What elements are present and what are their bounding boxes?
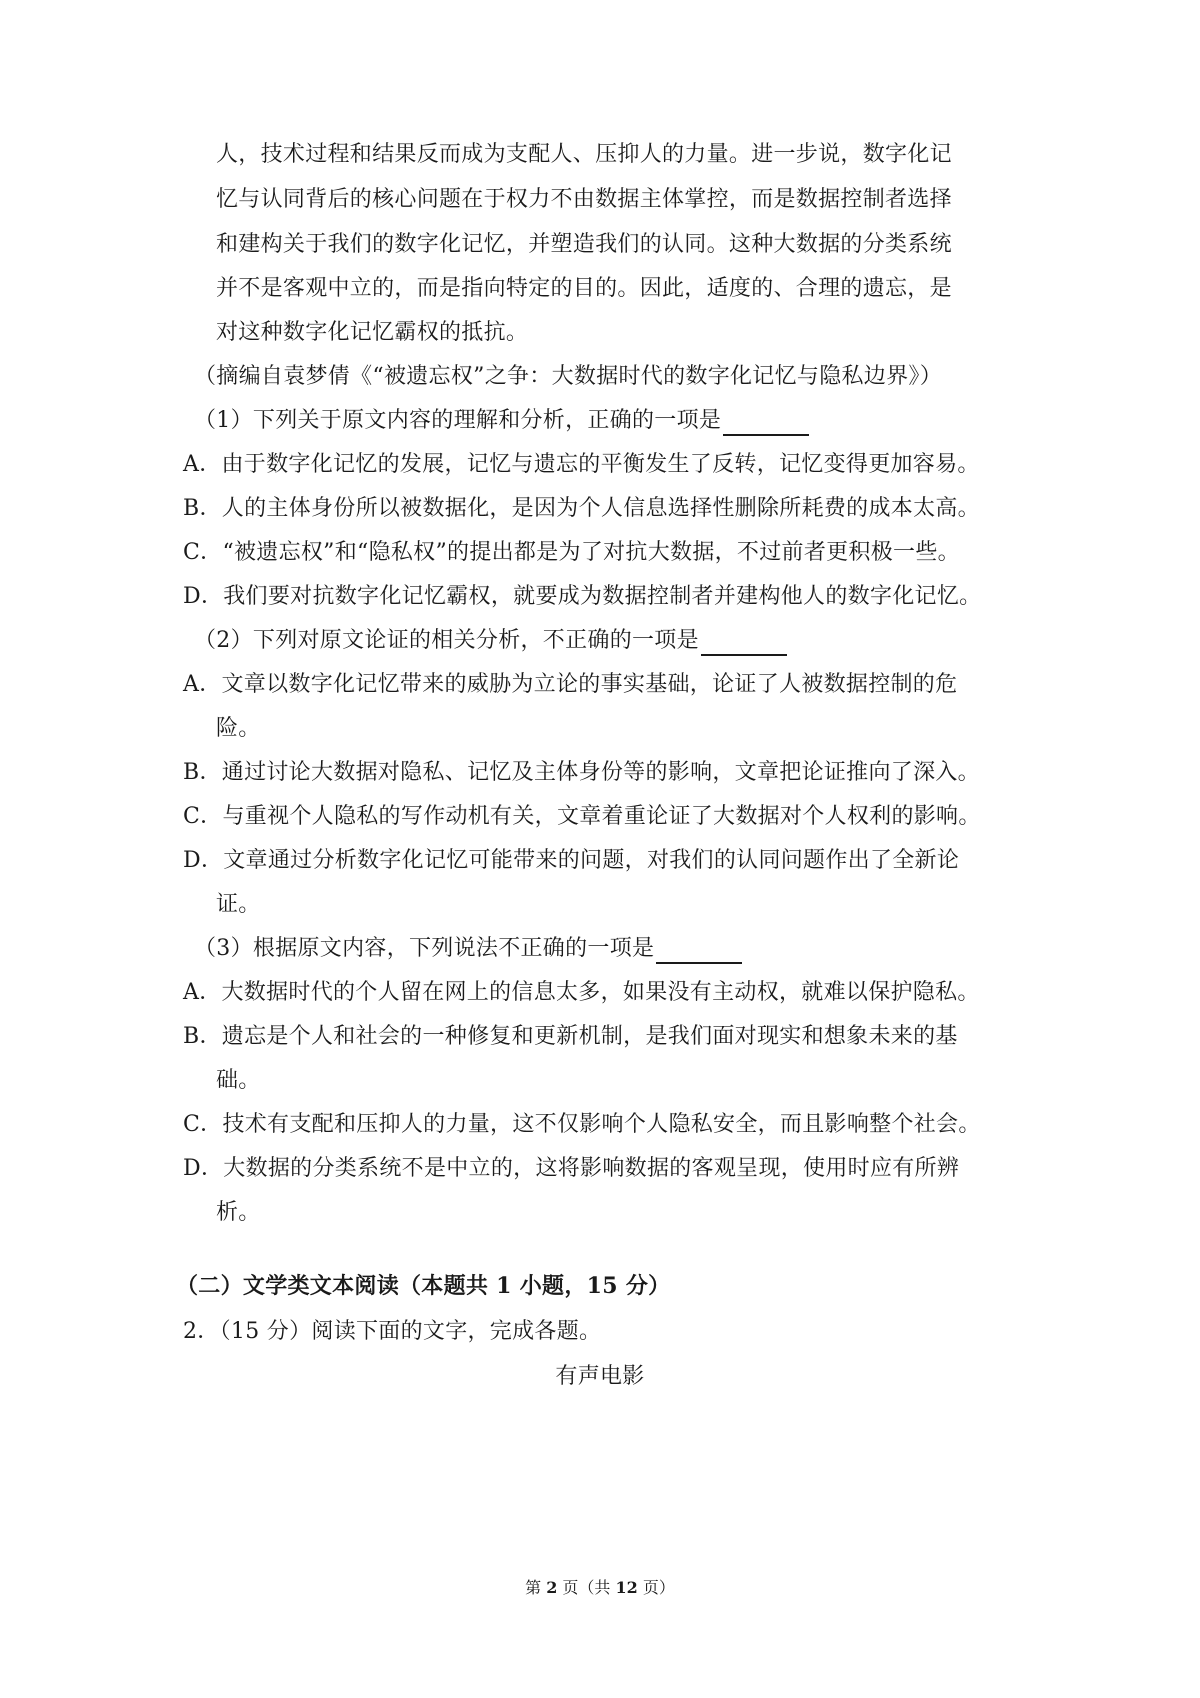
option-d [183,582,981,612]
option-text: “被遗忘权”和“隐私权”的提出都是为了对抗大数据，不过前者更积极一些。 [222,540,960,565]
passage-line: 并不是客观中立的，而是指向特定的目的。因此，适度的、合理的遗忘，是 [216,276,952,301]
option-label: C． [183,804,223,829]
option-text: 由于数字化记忆的发展，记忆与遗忘的平衡发生了反转，记忆变得更加容易。 [221,452,980,477]
option-continuation: 析。 [216,1200,261,1225]
page-number: 2 [546,1578,558,1597]
option-label: B． [183,496,222,521]
question-number: 2． [183,1319,220,1344]
option-a [183,670,957,700]
option-text: 技术有支配和压抑人的力量，这不仅影响个人隐私安全，而且影响整个社会。 [222,1112,981,1137]
option-text: 通过讨论大数据对隐私、记忆及主体身份等的影响，文章把论证推向了深入。 [221,760,980,785]
option-a [183,450,980,480]
option-text: 我们要对抗数字化记忆霸权，就要成为数据控制者并建构他人的数字化记忆。 [223,584,982,609]
footer-text: 页（共 [562,1578,611,1597]
question-instruction: （15 分）阅读下面的文字，完成各题。 [219,1319,602,1344]
option-c [183,1110,981,1140]
passage-line: 忆与认同背后的核心问题在于权力不由数据主体掌控，而是数据控制者选择 [216,187,952,212]
option-text: 与重视个人隐私的写作动机有关，文章着重论证了大数据对个人权利的影响。 [222,804,981,829]
page-total: 12 [615,1578,638,1597]
question-stem-text: （1）下列关于原文内容的理解和分析，正确的一项是 [194,408,722,433]
section-question-count: 1 [496,1273,512,1299]
option-continuation: 险。 [216,716,261,741]
option-label: A． [183,980,222,1005]
option-b [183,494,980,524]
option-continuation: 础。 [216,1068,261,1093]
page-footer [0,1577,1200,1599]
section-heading-text: （二）文学类文本阅读（本题共 [176,1273,489,1299]
option-label: D． [183,848,224,873]
option-c [183,802,981,832]
section-heading-text: 小题， [519,1273,587,1299]
option-d [183,846,959,876]
question-stem-text: （3）根据原文内容，下列说法不正确的一项是 [194,936,655,961]
option-b [183,1022,958,1052]
section-points: 15 [586,1273,618,1299]
option-b [183,758,980,788]
section-heading [176,1271,670,1301]
option-text: 遗忘是个人和社会的一种修复和更新机制，是我们面对现实和想象未来的基 [221,1024,958,1049]
option-label: A． [183,452,222,477]
option-text: 文章以数字化记忆带来的威胁为立论的事实基础，论证了人被数据控制的危 [221,672,958,697]
option-label: D． [183,584,224,609]
passage-citation: （摘编自袁梦倩《“被遗忘权”之争：大数据时代的数字化记忆与隐私边界》） [194,364,942,389]
passage-line: 和建构关于我们的数字化记忆，并塑造我们的认同。这种大数据的分类系统 [216,232,952,257]
question-stem-text: （2）下列对原文论证的相关分析，不正确的一项是 [194,628,699,653]
option-d [183,1154,959,1184]
answer-blank [723,410,809,436]
option-text: 大数据的分类系统不是中立的，这将影响数据的客观呈现，使用时应有所辨 [223,1156,960,1181]
passage-line: 人，技术过程和结果反而成为支配人、压抑人的力量。进一步说，数字化记 [216,142,952,167]
option-text: 大数据时代的个人留在网上的信息太多，如果没有主动权，就难以保护隐私。 [221,980,980,1005]
answer-blank [701,630,787,656]
question-stem [194,626,787,656]
passage-title: 有声电影 [555,1364,645,1389]
section-heading-text: 分） [625,1273,671,1299]
footer-text: 第 [525,1578,542,1597]
option-label: C． [183,1112,223,1137]
option-label: B． [183,1024,222,1049]
option-label: D． [183,1156,224,1181]
option-text: 文章通过分析数字化记忆可能带来的问题，对我们的认同问题作出了全新论 [223,848,960,873]
option-text: 人的主体身份所以被数据化，是因为个人信息选择性删除所耗费的成本太高。 [221,496,980,521]
question-stem [194,406,809,436]
option-a [183,978,980,1008]
answer-blank [656,938,742,964]
option-label: B． [183,760,222,785]
option-continuation: 证。 [216,892,261,917]
question-stem [194,934,742,964]
passage-line: 对这种数字化记忆霸权的抵抗。 [216,320,529,345]
question-2-intro [183,1317,601,1347]
footer-text: 页） [642,1578,675,1597]
option-c [183,538,960,568]
option-label: A． [183,672,222,697]
option-label: C． [183,540,223,565]
